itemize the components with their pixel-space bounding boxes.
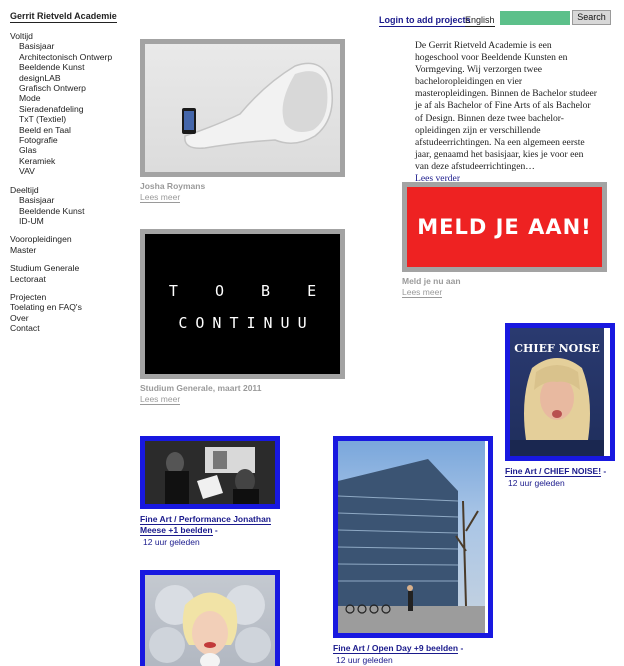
sidebar-item-deeltijd[interactable]: Deeltijd — [10, 184, 39, 195]
search-button[interactable]: Search — [572, 10, 611, 25]
josha-image[interactable] — [145, 44, 340, 172]
intro-read-more[interactable]: Lees verder — [415, 173, 461, 185]
sidebar-item-glas[interactable]: Glas — [19, 145, 37, 156]
perf-title-link[interactable]: Fine Art / Performance Jonathan Meese +1 beelden — [140, 514, 271, 535]
meld-banner-text: MELD JE AAN! — [417, 215, 592, 239]
josha-read-more[interactable]: Lees meer — [140, 192, 181, 202]
sidebar-item-toelating-en-faq-s[interactable]: Toelating en FAQ's — [10, 302, 82, 313]
sidebar-item-fotografie[interactable]: Fotografie — [19, 135, 58, 146]
meld-image-frame[interactable] — [402, 182, 607, 272]
studium-title[interactable]: Studium Generale, maart 2011 — [140, 383, 262, 393]
sidebar-item-architectonisch-ontwerp[interactable]: Architectonisch Ontwerp — [19, 51, 113, 62]
sidebar-item-studium-generale[interactable]: Studium Generale — [10, 263, 80, 274]
chief-poster-title: CHIEF NOISE — [514, 342, 600, 355]
sidebar-item-txt-textiel[interactable]: TxT (Textiel) — [19, 114, 67, 125]
josha-title[interactable]: Josha Roymans — [140, 181, 206, 191]
chief-time: 12 uur geleden — [508, 478, 565, 488]
josha-image-frame[interactable] — [140, 39, 345, 177]
sidebar-item-vooropleidingen[interactable]: Vooropleidingen — [10, 234, 72, 245]
tbc-line-1: T O B E — [168, 282, 331, 300]
open-title-link[interactable]: Fine Art / Open Day +9 beelden — [333, 643, 459, 653]
card-marilyn — [140, 570, 280, 666]
sidebar-item-basisjaar[interactable]: Basisjaar — [19, 195, 55, 206]
open-caption — [333, 643, 493, 654]
sidebar-nav — [10, 31, 135, 342]
chief-noise-poster — [510, 328, 604, 456]
sidebar-item-designlab[interactable]: designLAB — [19, 72, 61, 83]
chief-title-link[interactable]: Fine Art / CHIEF NOISE! — [505, 466, 602, 476]
meld-title[interactable]: Meld je nu aan — [402, 276, 461, 286]
card-josha — [140, 39, 345, 203]
ceramic-speaker-image — [145, 44, 340, 172]
search-input[interactable] — [500, 11, 570, 25]
open-time: 12 uur geleden — [336, 655, 393, 665]
open-title-suffix: - — [458, 643, 464, 653]
sidebar-group — [10, 234, 135, 255]
intro-text-block — [415, 40, 597, 185]
chief-caption — [505, 466, 615, 477]
sidebar-group — [10, 263, 135, 284]
card-performance — [140, 436, 280, 548]
site-logo-link[interactable]: Gerrit Rietveld Academie — [10, 11, 117, 21]
sidebar-item-sieradenafdeling[interactable]: Sieradenafdeling — [19, 103, 84, 114]
performance-photo — [145, 441, 275, 504]
perf-image[interactable] — [145, 441, 275, 504]
building-photo — [338, 441, 485, 633]
studium-read-more[interactable]: Lees meer — [140, 394, 181, 404]
language-link[interactable]: English — [465, 15, 495, 25]
marilyn-image-frame[interactable] — [140, 570, 280, 666]
sidebar-item-voltijd[interactable]: Voltijd — [10, 31, 33, 41]
sidebar-item-projecten[interactable]: Projecten — [10, 291, 47, 302]
tbc-line-2: CONTINUU — [178, 314, 315, 332]
card-meld — [402, 182, 607, 298]
sidebar-item-beeldende-kunst[interactable]: Beeldende Kunst — [19, 205, 85, 216]
sidebar-item-mode[interactable]: Mode — [19, 93, 41, 104]
sidebar-item-basisjaar[interactable]: Basisjaar — [19, 41, 55, 52]
card-studium — [140, 229, 345, 405]
sidebar-group — [10, 292, 135, 334]
open-image[interactable] — [338, 441, 485, 633]
sidebar-group — [10, 31, 135, 177]
sidebar-item-beeldende-kunst[interactable]: Beeldende Kunst — [19, 62, 85, 73]
sidebar-item-contact[interactable]: Contact — [10, 323, 40, 334]
studium-image-frame[interactable] — [140, 229, 345, 379]
sidebar-item-lectoraat[interactable]: Lectoraat — [10, 273, 46, 284]
sidebar-group — [10, 185, 135, 227]
meld-read-more[interactable]: Lees meer — [402, 287, 443, 297]
intro-text: De Gerrit Rietveld Academie is een hogeschool voor Beeldende Kunsten en Vormgeving. Wij verzorgen twee bacheloropleidingen en vier masteropleidingen. Binnen de Bachelor studeer je af als Bachelor of Fine Arts of als Bachelor of Design. Binnen deze twee bachelor-opleidingen zijn er verschillende afstudeerrichtingen. Na een algemeen eerste jaar, genaamd het basisjaar, kies je voor een van deze afstudeerrichtingen… — [415, 40, 597, 172]
sidebar-item-over[interactable]: Over — [10, 312, 29, 323]
sidebar-item-grafisch-ontwerp[interactable]: Grafisch Ontwerp — [19, 83, 86, 94]
meld-banner[interactable] — [407, 187, 602, 267]
card-open-day — [333, 436, 493, 666]
perf-time: 12 uur geleden — [143, 537, 200, 547]
perf-image-frame[interactable] — [140, 436, 280, 509]
marilyn-image[interactable] — [145, 575, 275, 666]
perf-title-suffix: - — [212, 525, 218, 535]
chief-image[interactable] — [510, 328, 604, 456]
sidebar-item-keramiek[interactable]: Keramiek — [19, 155, 56, 166]
perf-caption — [140, 514, 280, 536]
chief-image-frame[interactable] — [505, 323, 615, 461]
sidebar-item-vav[interactable]: VAV — [19, 166, 35, 177]
sidebar-item-beeld-en-taal[interactable]: Beeld en Taal — [19, 124, 71, 135]
marilyn-photo — [145, 575, 275, 666]
card-chief-noise — [505, 323, 615, 489]
login-link[interactable]: Login to add projects — [379, 15, 471, 25]
studium-image[interactable] — [145, 234, 340, 374]
sidebar-item-id-um[interactable]: ID-UM — [19, 215, 44, 226]
open-image-frame[interactable] — [333, 436, 493, 638]
chief-title-suffix: - — [601, 466, 607, 476]
sidebar-item-master[interactable]: Master — [10, 244, 37, 255]
